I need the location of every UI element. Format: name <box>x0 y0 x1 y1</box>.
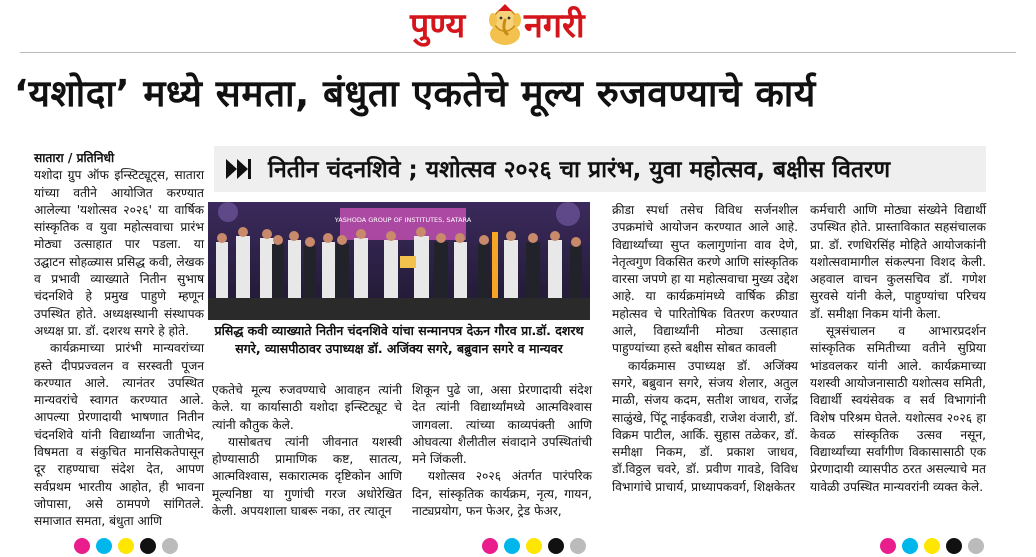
paragraph: कार्यक्रमाच्या प्रारंभी मान्यवरांच्या हस्ते दीपप्रज्वलन व सरस्वती पूजन करण्यात आले. त्यानंतर उपस्थित मान्यवरांचे स्वागत करण्यात आले. आपल्या प्रेरणादायी भाषणात नितीन चंदनशिवे यांनी विद्यार्थ्यांना जातीभेद, विषमता व संकुचित मानसिकतेपासून दूर राहण्याचा संदेश देत, आपण सर्वप्रथम भारतीय आहोत, ही भावना जोपासा, असे ठामपणे सांगितले. समाजात समता, बंधुता आणि <box>34 341 204 529</box>
color-swatch <box>118 538 134 554</box>
color-swatch <box>526 538 542 554</box>
color-swatch <box>968 538 984 554</box>
paragraph: यशोत्सव २०२६ अंतर्गत पारंपरिक दिन, सांस्कृतिक कार्यक्रम, नृत्य, गायन, नाट्यप्रयोग, फन फेअर, ट्रेड फेअर, <box>412 469 592 519</box>
color-swatch <box>548 538 564 554</box>
print-color-bar-left <box>74 538 194 556</box>
print-color-bar-right <box>880 538 1000 556</box>
masthead <box>0 0 1036 52</box>
article-column-5 <box>810 202 986 496</box>
paragraph: कर्मचारी आणि मोठ्या संख्येने विद्यार्थी उपस्थित होते. प्रास्ताविकात सहसंचालक प्रा. डॉ. रणधिरसिंह मोहिते आयोजकांनी यशोत्सवामागील संकल्पना विशद केली. अहवाल वाचन कुलसचिव डॉ. गणेश सुरवसे यांनी केले, पाहुण्यांचा परिचय डॉ. समीक्षा निकम यांनी केला. <box>810 203 986 321</box>
dateline: सातारा / प्रतिनिधी <box>34 151 115 165</box>
color-swatch <box>74 538 90 554</box>
color-swatch <box>96 538 112 554</box>
masthead-name-right: नगरी <box>524 6 585 46</box>
paragraph: एकतेचे मूल्य रुजवण्याचे आवाहन त्यांनी केले. या कार्यासाठी यशोदा इन्स्टिट्यूट चे त्यांनी कौतुक केले. <box>212 383 402 432</box>
paragraph: कार्यक्रमास उपाध्यक्ष डॉ. अजिंक्य सगरे, बब्रुवान सगरे, संजय शेलार, अतुल माळी, संजय कदम, सतीश जाधव, राजेंद्र साळुंखे, पिंटू नाईकवडी, राजेश वंजारी, डॉ. विक्रम पाटील, आर्कि. सुहास तळेकर, डॉ. समीक्षा निकम, डॉ. प्रकाश जाधव, डॉ.विठ्ठल चवरे, डॉ. प्रवीण गावडे, विविध विभागांचे प्राचार्य, प्राध्यापकवर्ग, शिक्षकेतर <box>612 358 798 494</box>
color-swatch <box>902 538 918 554</box>
masthead-rule <box>20 52 1016 53</box>
masthead-name-left: पुण्य <box>410 6 466 46</box>
paragraph: यशोदा ग्रुप ऑफ इन्स्टिट्यूट्स, सातारा यांच्या वतीने आयोजित करण्यात आलेल्या 'यशोत्सव २०२६' या वार्षिक सांस्कृतिक व युवा महोत्सवाचा प्रारंभ मोठ्या उत्साहात पार पडला. या उद्घाटन सोहळ्यास प्रसिद्ध कवी, लेखक व प्रभावी व्याख्याते नितीन सुभाष चंदनशिवे हे प्रमुख पाहुणे म्हणून उपस्थित होते. अध्यक्षस्थानी संस्थापक अध्यक्ष प्रा. डॉ. दशरथ सगरे हे होते. <box>34 168 204 338</box>
article-column-2 <box>212 382 402 520</box>
paragraph: सूत्रसंचालन व आभारप्रदर्शन सांस्कृतिक समितीच्या वतीने सुप्रिया भांडवलकर यांनी आले. कार्यक्रमाच्या यशस्वी आयोजनासाठी यशोत्सव समिती, विद्यार्थी स्वयंसेवक व सर्व विभागांनी विशेष परिश्रम घेतले. यशोत्सव २०२६ हा केवळ सांस्कृतिक उत्सव नसून, विद्यार्थ्यांच्या सर्वांगीण विकासासाठी एक प्रेरणादायी व्यासपीठ ठरत असल्याचे मत यावेळी उपस्थित मान्यवरांनी व्यक्त केले. <box>810 324 986 494</box>
paragraph: यासोबतच त्यांनी जीवनात यशस्वी होण्यासाठी प्रामाणिक कष्ट, सातत्य, आत्मविश्वास, सकारात्मक दृष्टिकोन आणि मूल्यनिष्ठा या गुणांची गरज अधोरेखित केली. अपयशाला घाबरू नका, तर त्यातून <box>212 434 402 519</box>
subheadline: नितीन चंदनशिवे ; यशोत्सव २०२६ चा प्रारंभ, युवा महोत्सव, बक्षीस वितरण <box>268 157 891 183</box>
double-play-icon <box>224 156 252 182</box>
stage-banner-text: YASHODA GROUP OF INSTITUTES, SATARA <box>334 216 472 224</box>
headline: ‘यशोदा’ मध्ये समता, बंधुता एकतेचे मूल्य रुजवण्याचे कार्य <box>14 72 816 115</box>
paragraph: क्रीडा स्पर्धा तसेच विविध सर्जनशील उपक्रमांचे आयोजन करण्यात आले आहे. विद्यार्थ्यांच्या सुप्त कलागुणांना वाव देणे, नेतृत्वगुण विकसित करणे आणि सांस्कृतिक वारसा जपणे हा या महोत्सवाचा मुख्य उद्देश आहे. या कार्यक्रमांमध्ये वार्षिक क्रीडा महोत्सव चे पारितोषिक वितरण करण्यात आले, विद्यार्थ्यांनी मोठ्या उत्साहात पाहुण्यांच्या हस्ते बक्षीस सोबत कावली <box>612 203 799 356</box>
color-swatch <box>482 538 498 554</box>
article-column-3 <box>412 382 592 520</box>
ganesha-logo-icon <box>488 4 522 46</box>
article-column-4 <box>612 202 798 496</box>
color-swatch <box>880 538 896 554</box>
color-swatch <box>140 538 156 554</box>
photo-caption: प्रसिद्ध कवी व्याख्याते नितीन चंदनशिवे यांचा सन्मानपत्र देऊन गौरव प्रा.डॉ. दशरथ सगरे, व्यासपीठावर उपाध्यक्ष डॉ. अजिंक्य सगरे, बब्रुवान सगरे व मान्यवर <box>214 323 584 356</box>
color-swatch <box>924 538 940 554</box>
print-color-bar-center <box>482 538 602 556</box>
color-swatch <box>570 538 586 554</box>
paragraph: शिकून पुढे जा, असा प्रेरणादायी संदेश देत त्यांनी विद्यार्थ्यांमध्ये आत्मविश्वास जागवला. त्यांच्या काव्यपंक्ती आणि ओघवत्या शैलीतील संवादाने उपस्थितांची मने जिंकली. <box>412 383 592 467</box>
color-swatch <box>162 538 178 554</box>
color-swatch <box>946 538 962 554</box>
article-column-1 <box>34 150 204 531</box>
color-swatch <box>504 538 520 554</box>
event-photo <box>208 202 590 320</box>
